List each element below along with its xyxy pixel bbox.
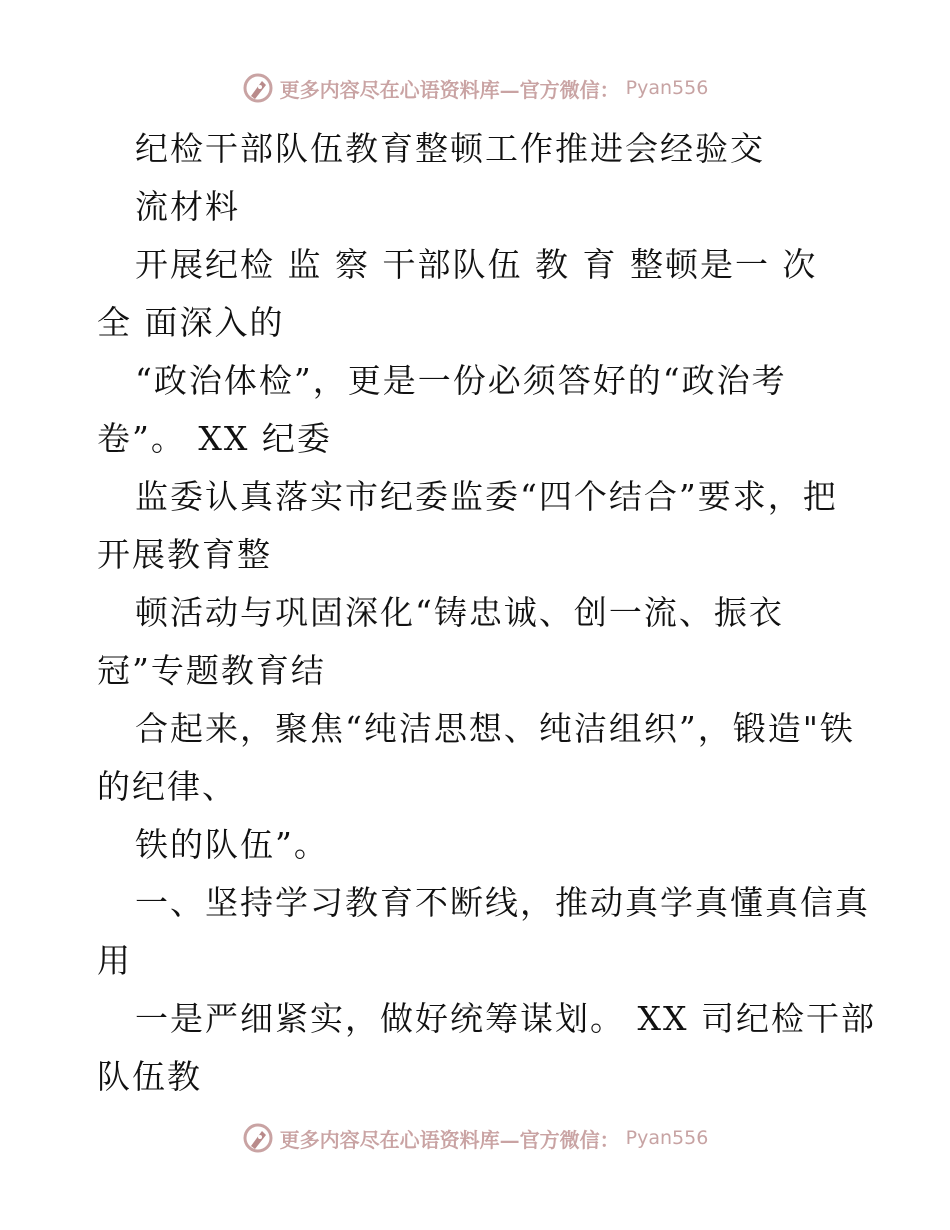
footer-watermark	[0, 1122, 950, 1154]
text-line: 全 面深入的	[97, 303, 285, 342]
text-line: 合起来，聚焦“纯洁思想、纯洁组织”，锻造"铁	[135, 709, 855, 748]
watermark-wechat: Pyan556	[625, 1127, 709, 1149]
text-line: 监委认真落实市纪委监委“四个结合”要求，把	[135, 477, 838, 516]
text-line: 冠”专题教育结	[97, 651, 326, 690]
watermark-wechat: Pyan556	[625, 77, 709, 99]
text-line: 队伍教	[97, 1057, 202, 1096]
watermark-text: 更多内容尽在心语资料库—官方微信：	[279, 77, 620, 102]
text-line: 一、坚持学习教育不断线，推动真学真懂真信真	[135, 883, 870, 922]
text-line: “政治体检”，更是一份必须答好的“政治考	[135, 361, 787, 400]
text-line: 开展纪检 监 察 干部队伍 教 育 整顿是一 次	[135, 245, 818, 284]
text-line: 一是严细紧实，做好统筹谋划。 XX 司纪检干部	[135, 999, 876, 1038]
text-line: 流材料	[135, 187, 240, 226]
text-line: 顿活动与巩固深化“铸忠诚、创一流、振衣	[135, 593, 784, 632]
document-body	[97, 120, 877, 1106]
watermark-text: 更多内容尽在心语资料库—官方微信：	[279, 1127, 620, 1152]
text-line: 开展教育整	[97, 535, 272, 574]
text-line: 铁的队伍”。	[135, 825, 329, 864]
text-line: 纪检干部队伍教育整顿工作推进会经验交	[135, 129, 765, 168]
header-watermark	[0, 72, 950, 104]
pen-nib-logo-icon	[242, 1122, 274, 1154]
text-line: 的纪律、	[97, 767, 237, 806]
text-line: 用	[97, 941, 132, 980]
text-line: 卷”。 XX 纪委	[97, 419, 332, 458]
pen-nib-logo-icon	[242, 72, 274, 104]
